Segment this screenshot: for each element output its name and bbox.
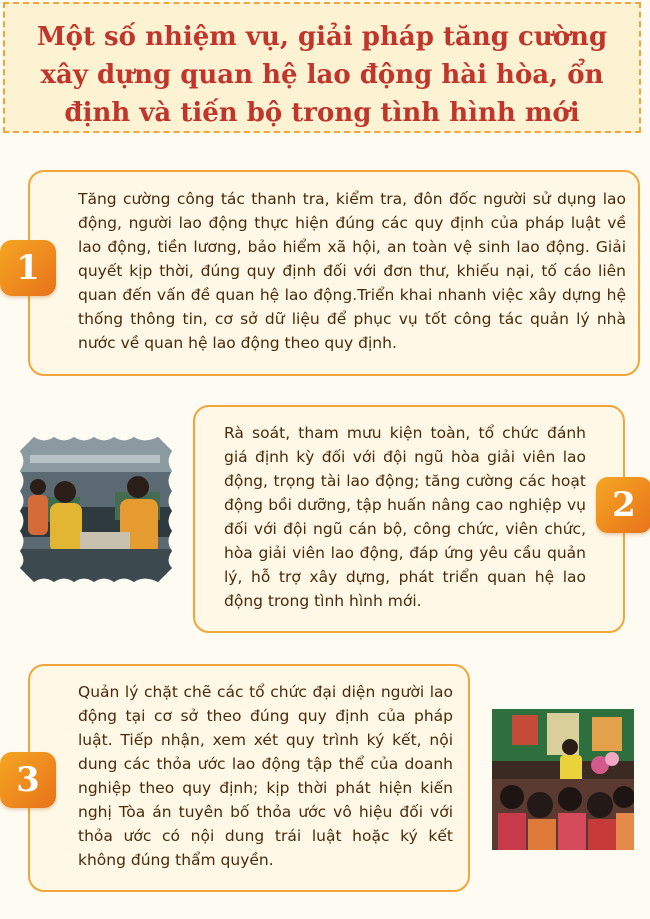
title-banner xyxy=(3,2,641,133)
page-title: Một số nhiệm vụ, giải pháp tăng cường xây dựng quan hệ lao động hài hòa, ổn định và tiến bộ trong tình hình mới xyxy=(36,22,608,128)
number-badge-3: 3 xyxy=(0,752,56,808)
number-badge-1: 1 xyxy=(0,240,56,296)
task-text-1: Tăng cường công tác thanh tra, kiểm tra, đôn đốc người sử dụng lao động, người lao động thực hiện đúng các quy định của pháp luật về lao động, tiền lương, bảo hiểm xã hội, an toàn vệ sinh lao động. Giải quyết kịp thời, đúng quy định đối với đơn thư, khiếu nại, tố cáo liên quan đến vấn đề quan hệ lao động.Triển khai nhanh việc xây dựng hệ thống thông tin, cơ sở dữ liệu để phục vụ tốt công tác quản lý nhà nước về quan hệ lao động theo quy định. xyxy=(78,190,626,352)
factory-workers-photo xyxy=(20,437,172,582)
task-text-3: Quản lý chặt chẽ các tổ chức đại diện người lao động tại cơ sở theo đúng quy định của pháp luật. Tiếp nhận, xem xét quy trình ký kết, nội dung các thỏa ước lao động tập thể của doanh nghiệp theo quy định; kịp thời phát hiện kiến nghị Tòa án tuyên bố thỏa ước vô hiệu đối với thỏa ước có nội dung trái luật hoặc ký kết không đúng thẩm quyền. xyxy=(78,683,453,869)
task-text-2: Rà soát, tham mưu kiện toàn, tổ chức đánh giá định kỳ đối với đội ngũ hòa giải viên lao động, trọng tài lao động; tăng cường các hoạt động bồi dưỡng, tập huấn nâng cao nghiệp vụ đối với đội ngũ cán bộ, công chức, viên chức, hòa giải viên lao động, đáp ứng yêu cầu quản lý, hỗ trợ xây dựng, phát triển quan hệ lao động trong tình hình mới. xyxy=(224,424,586,610)
workers-meeting-photo xyxy=(492,709,634,850)
number-badge-2: 2 xyxy=(596,477,650,533)
